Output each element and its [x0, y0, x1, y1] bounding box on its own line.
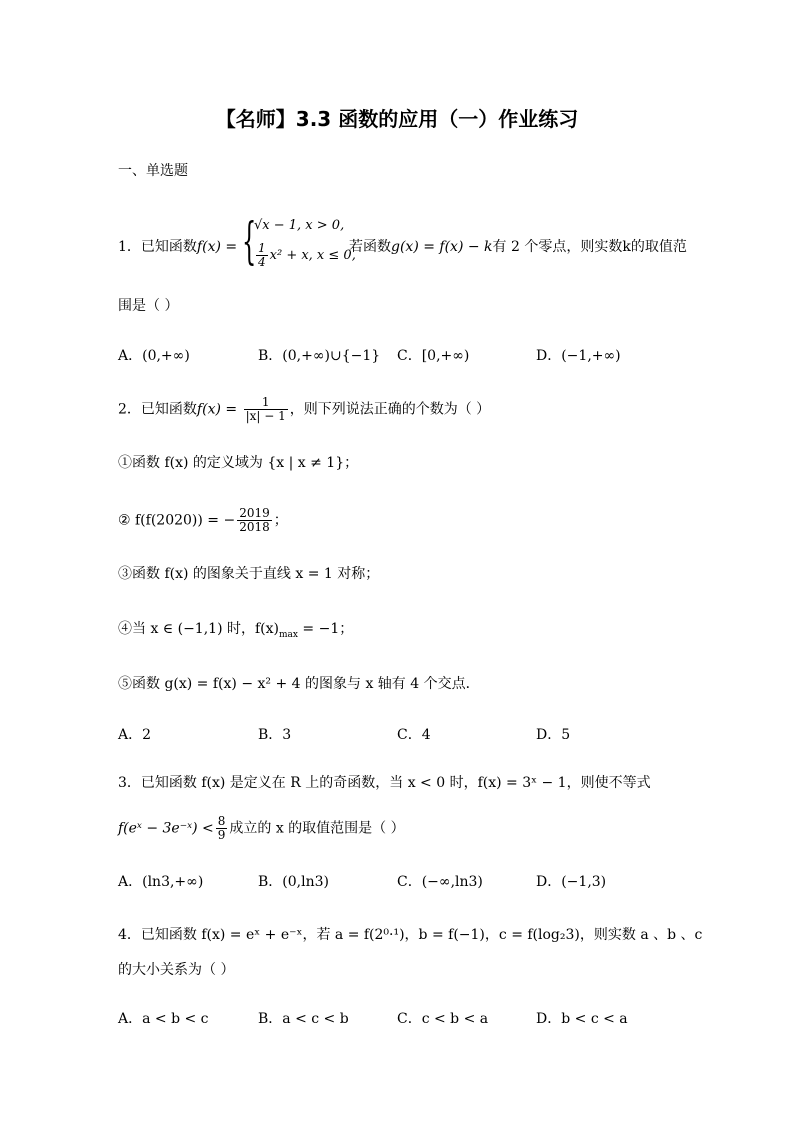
q3-option-a[interactable]: A．(ln3,+∞) — [118, 874, 204, 890]
q1-option-a[interactable]: A．(0,+∞) — [118, 348, 190, 364]
q4-option-b[interactable]: B．a < c < b — [258, 1011, 349, 1027]
q3-stem-line2: f(eˣ − 3e⁻ˣ) < $\frac{8}{9}$ 成立的 x 的取值范围是（ ） — [118, 814, 405, 842]
q1-option-c[interactable]: C．[0,+∞) — [397, 348, 470, 364]
page-title: 【名师】3.3 函数的应用（一）作业练习 — [215, 107, 579, 131]
q4-option-c[interactable]: C．c < b < a — [397, 1011, 489, 1027]
q4-option-a[interactable]: A．a < b < c — [118, 1011, 209, 1027]
q3-fraction: $\frac{8}{9}$ — [217, 814, 226, 842]
q1-prefix: 1．已知函数 — [118, 239, 197, 255]
q2-option-b[interactable]: B．3 — [258, 727, 292, 743]
q1-case2: $\frac{1}{4}$ x² + x, x ≤ 0, — [258, 241, 356, 269]
q3-option-b[interactable]: B．(0,ln3) — [258, 874, 329, 890]
q2-statement-2: ② f(f(2020)) = − $\frac{2019}{2018}$ ； — [118, 506, 288, 534]
q4-option-d[interactable]: D．b < c < a — [536, 1011, 628, 1027]
q2-statement-1: ①函数 f(x) 的定义域为 {x | x ≠ 1}； — [118, 455, 359, 471]
q2-option-a[interactable]: A．2 — [118, 727, 152, 743]
q1-fx: f(x) = — [196, 239, 238, 255]
q2-fraction: $\frac{1}{|x| - 1}$ — [245, 395, 286, 423]
q1-case1: √x − 1, x > 0, — [254, 218, 345, 233]
q2-statement-2-fraction: $\frac{2019}{2018}$ — [239, 506, 270, 534]
q1-option-b[interactable]: B．(0,+∞)∪{−1} — [258, 348, 381, 364]
q1-stem — [118, 237, 237, 257]
q3-option-c[interactable]: C．(−∞,ln3) — [397, 874, 483, 890]
q1-piecewise-brace: { — [242, 212, 257, 270]
q2-stem: 2．已知函数f(x) = $\frac{1}{|x| - 1}$ ，则下列说法正确的个数为（ ） — [118, 395, 491, 423]
q3-option-d[interactable]: D．(−1,3) — [536, 874, 607, 890]
q4-stem-line2: 的大小关系为（ ） — [118, 962, 235, 978]
q1-stem-line2: 围是（ ） — [118, 298, 179, 314]
q1-option-d[interactable]: D．(−1,+∞) — [536, 348, 621, 364]
q1-stem-continued: 若函数g(x) = f(x) − k有 2 个零点，则实数k的取值范 — [349, 239, 687, 255]
section-heading: 一、单选题 — [118, 163, 188, 179]
q2-statement-5: ⑤函数 g(x) = f(x) − x² + 4 的图象与 x 轴有 4 个交点． — [118, 676, 480, 692]
q2-option-c[interactable]: C．4 — [397, 727, 431, 743]
q4-stem-line1: 4．已知函数 f(x) = eˣ + e⁻ˣ，若 a = f(2⁰·¹)，b = f(−1)，c = f(log₂3)，则实数 a 、b 、c — [118, 927, 703, 943]
q1-case2-fraction: $\frac{1}{4}$ — [258, 241, 266, 269]
q2-statement-3: ③函数 f(x) 的图象关于直线 x = 1 对称； — [118, 566, 380, 582]
q3-stem-line1: 3．已知函数 f(x) 是定义在 R 上的奇函数，当 x < 0 时，f(x) = 3ˣ − 1，则使不等式 — [118, 775, 651, 791]
q2-option-d[interactable]: D．5 — [536, 727, 571, 743]
q2-statement-4: ④当 x ∈ (−1,1) 时，$f(x)_{max} = -1$； — [118, 621, 354, 640]
